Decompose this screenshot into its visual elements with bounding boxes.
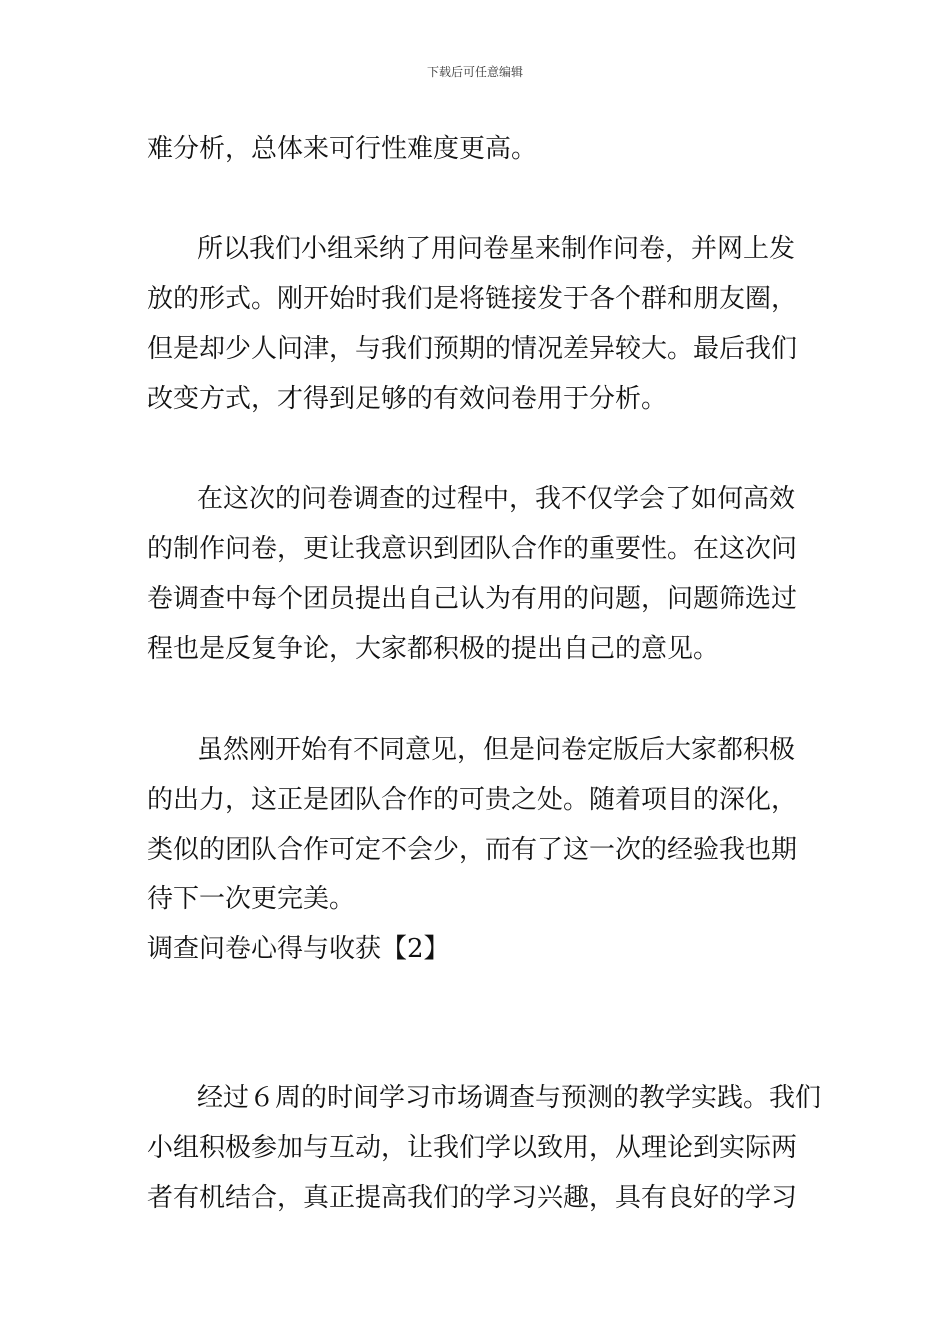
text-line: 在这次的问卷调查的过程中，我不仅学会了如何高效 <box>197 484 796 514</box>
text-line: 的出力，这正是团队合作的可贵之处。随着项目的深化， <box>147 785 798 815</box>
section-heading: 调查问卷心得与收获【2】 <box>147 934 450 964</box>
page-header: 下载后可任意编辑 <box>426 65 523 79</box>
text-line: 者有机结合，真正提高我们的学习兴趣，具有良好的学习 <box>147 1183 798 1213</box>
text-line: 改变方式，才得到足够的有效问卷用于分析。 <box>147 384 668 414</box>
text-line: 类似的团队合作可定不会少，而有了这一次的经验我也期 <box>147 835 798 865</box>
text-line: 程也是反复争论，大家都积极的提出自己的意见。 <box>147 634 720 664</box>
text-line: 但是却少人问津，与我们预期的情况差异较大。最后我们 <box>147 334 798 364</box>
text-line: 经过６周的时间学习市场调查与预测的教学实践。我们 <box>197 1083 822 1113</box>
text-line: 的制作问卷，更让我意识到团队合作的重要性。在这次问 <box>147 534 798 564</box>
text-line: 所以我们小组采纳了用问卷星来制作问卷，并网上发 <box>197 234 796 264</box>
text-line: 难分析，总体来可行性难度更高。 <box>147 134 538 164</box>
text-line: 虽然刚开始有不同意见，但是问卷定版后大家都积极 <box>197 735 796 765</box>
text-line: 卷调查中每个团员提出自己认为有用的问题，问题筛选过 <box>147 584 798 614</box>
text-line: 放的形式。刚开始时我们是将链接发于各个群和朋友圈， <box>147 284 798 314</box>
text-line: 待下一次更完美。 <box>147 884 356 914</box>
text-line: 小组积极参加与互动，让我们学以致用，从理论到实际两 <box>147 1133 798 1163</box>
